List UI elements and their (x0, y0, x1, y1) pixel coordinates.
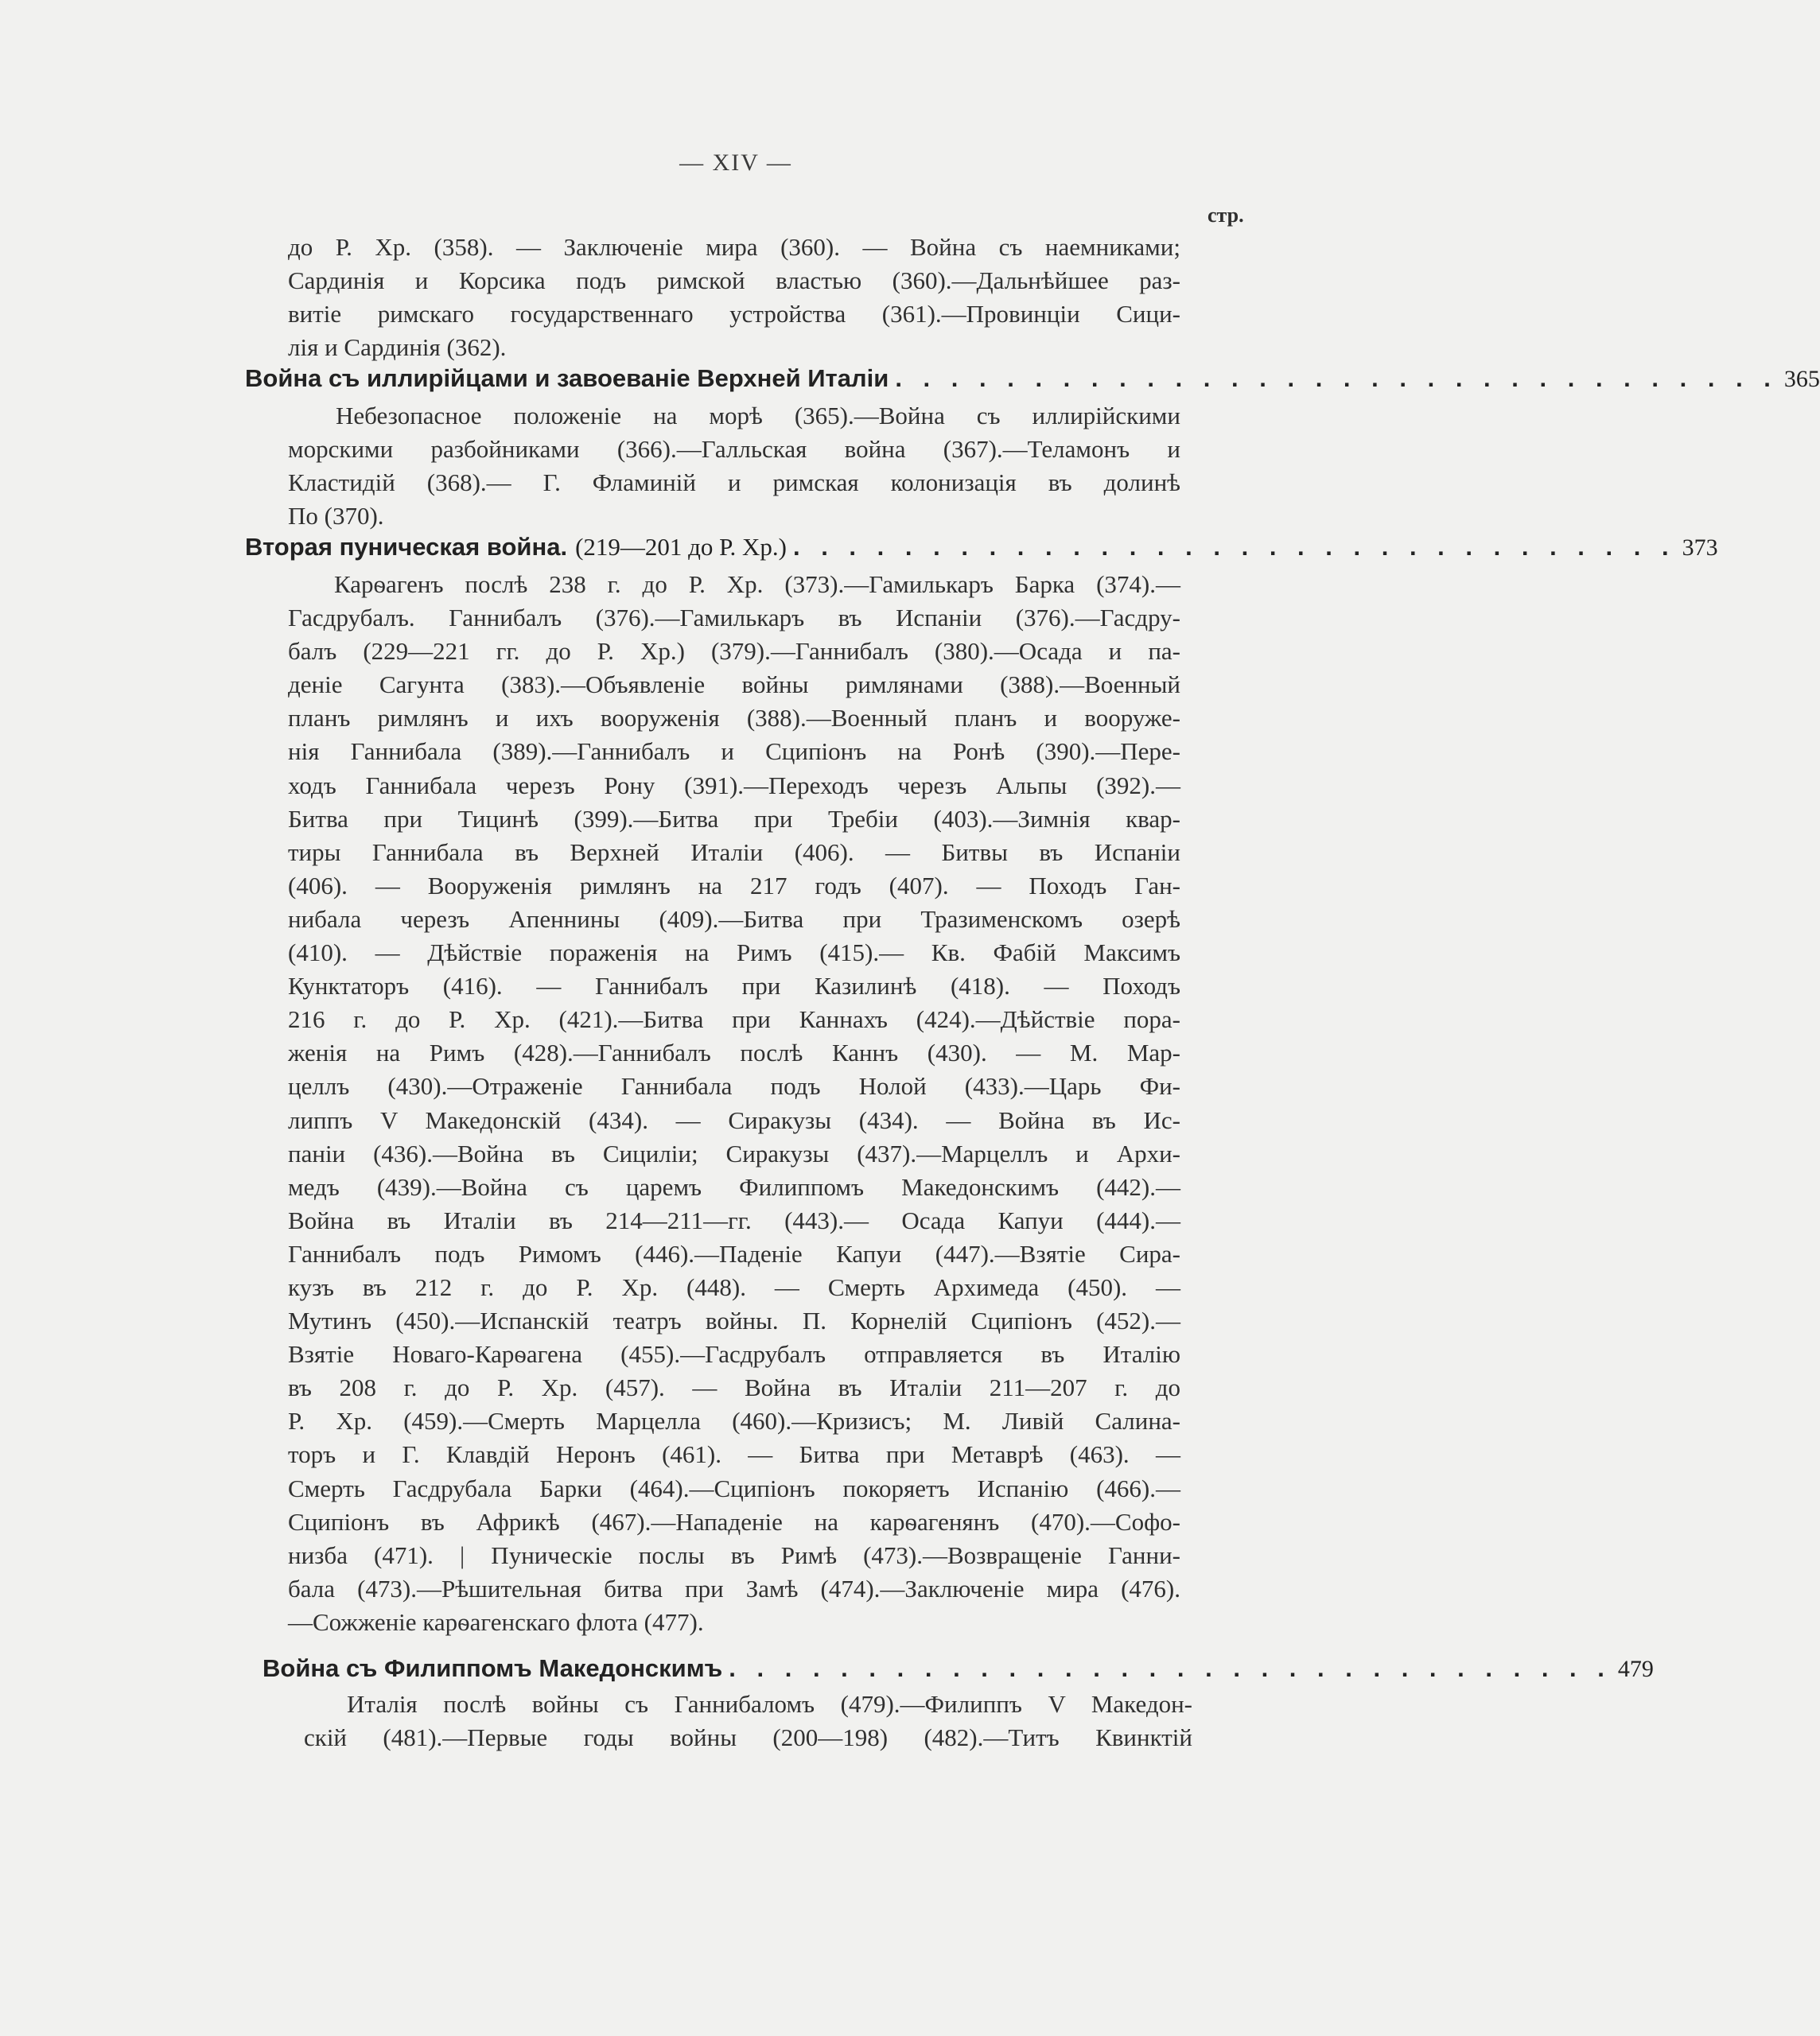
text-line: балъ (229—221 гг. до Р. Хр.) (379).—Ганнибалъ (380).—Осада и па- (288, 637, 1180, 666)
text-line: Сципіонъ въ Африкѣ (467).—Нападеніе на карѳагенянъ (470).—Софо- (288, 1507, 1180, 1536)
text-line: Смерть Гасдрубала Барки (464).—Сципіонъ покоряетъ Испанію (466).— (288, 1474, 1180, 1502)
text-line: Ганнибалъ подъ Римомъ (446).—Паденіе Капуи (447).—Взятіе Сира- (288, 1239, 1180, 1268)
leader-dots: . . . . . . . . . . . . . . . . . . . . . . . . . . . . . . . . (729, 1654, 1612, 1682)
toc-heading (245, 533, 1718, 561)
text-line: паніи (436).—Война въ Сициліи; Сиракузы (437).—Марцеллъ и Архи- (288, 1139, 1180, 1168)
text-line: Сардинія и Корсика подъ римской властью (360).—Дальнѣйшее раз- (288, 266, 1180, 295)
toc-page-number: 479 (1617, 1656, 1654, 1682)
text-line: въ 208 г. до Р. Хр. (457). — Война въ Италіи 211—207 г. до (288, 1374, 1180, 1402)
toc-paragraph (288, 231, 1180, 364)
text-line: Мутинъ (450).—Испанскій театръ войны. П. Корнелій Сципіонъ (452).— (288, 1307, 1180, 1335)
text-line: нибала черезъ Апеннины (409).—Битва при Тразименскомъ озерѣ (288, 904, 1180, 933)
text-line: морскими разбойниками (366).—Галльская война (367).—Теламонъ и (288, 435, 1180, 464)
text-line: (410). — Дѣйствіе пораженія на Римъ (415).— Кв. Фабій Максимъ (288, 938, 1180, 967)
text-line: ходъ Ганнибала черезъ Рону (391).—Переходъ черезъ Альпы (392).— (288, 771, 1180, 799)
page-column-label: стр. (1208, 204, 1244, 227)
text-line: Кунктаторъ (416). — Ганнибалъ при Казилинѣ (418). — Походъ (288, 972, 1180, 1001)
text-line: планъ римлянъ и ихъ вооруженія (388).—Военный планъ и вооруже- (288, 704, 1180, 732)
text-line: женія на Римъ (428).—Ганнибалъ послѣ Каннъ (430). — М. Мар- (288, 1039, 1180, 1067)
text-line: липпъ V Македонскій (434). — Сиракузы (434). — Война въ Ис- (288, 1105, 1180, 1134)
text-line: 216 г. до Р. Хр. (421).—Битва при Каннахъ (424).—Дѣйствіе пора- (288, 1005, 1180, 1034)
text-line: Карѳагенъ послѣ 238 г. до Р. Хр. (373).—Гамилькаръ Барка (374).— (334, 570, 1180, 598)
text-line: целлъ (430).—Отраженіе Ганнибала подъ Нолой (433).—Царь Фи- (288, 1072, 1180, 1101)
toc-paragraph (288, 399, 1180, 533)
toc-heading-subtitle: (219—201 до Р. Хр.) (575, 533, 787, 561)
leader-dots: . . . . . . . . . . . . . . . . . . . . . . . . . . . . . . . . (895, 364, 1778, 392)
toc-heading (262, 1654, 1654, 1683)
text-line: (406). — Вооруженія римлянъ на 217 годъ (407). — Походъ Ган- (288, 871, 1180, 899)
text-line: кузъ въ 212 г. до Р. Хр. (448). — Смерть Архимеда (450). — (288, 1272, 1180, 1301)
text-line: медъ (439).—Война съ царемъ Филиппомъ Македонскимъ (442).— (288, 1172, 1180, 1201)
text-line: деніе Сагунта (383).—Объявленіе войны римлянами (388).—Военный (288, 670, 1180, 699)
toc-heading-title: Война съ иллирійцами и завоеваніе Верхней Италіи (245, 364, 889, 392)
text-line: лія и Сардинія (362). (288, 333, 507, 362)
page-number: — XIV — (679, 150, 792, 176)
leader-dots: . . . . . . . . . . . . . . . . . . . . . . . . . . . . . . . . (792, 533, 1676, 561)
text-line: бала (473).—Рѣшительная битва при Замѣ (474).—Заключеніе мира (476). (288, 1574, 1180, 1603)
toc-heading (245, 364, 1820, 393)
text-line: Италія послѣ войны съ Ганнибаломъ (479).—Филиппъ V Македон- (347, 1690, 1192, 1718)
text-line: По (370). (288, 502, 384, 530)
text-line: нія Ганнибала (389).—Ганнибалъ и Сципіонъ на Ронѣ (390).—Пере- (288, 737, 1180, 766)
text-line: Война въ Италіи въ 214—211—гг. (443).— Осада Капуи (444).— (288, 1206, 1180, 1234)
text-line: Кластидій (368).— Г. Фламиній и римская колонизація въ долинѣ (288, 468, 1180, 497)
text-line: Гасдрубалъ. Ганнибалъ (376).—Гамилькаръ въ Испаніи (376).—Гасдру- (288, 604, 1180, 632)
text-line: торъ и Г. Клавдій Неронъ (461). — Битва при Метаврѣ (463). — (288, 1440, 1180, 1469)
text-line: Р. Хр. (459).—Смерть Марцелла (460).—Кризисъ; М. Ливій Салина- (288, 1407, 1180, 1436)
toc-paragraph (288, 568, 1180, 1639)
toc-paragraph (304, 1688, 1192, 1754)
toc-page-number: 373 (1682, 534, 1718, 561)
text-line: до Р. Хр. (358). — Заключеніе мира (360). — Война съ наемниками; (288, 233, 1180, 261)
toc-heading-title: Вторая пуническая война. (245, 533, 568, 561)
text-line: витіе римскаго государственнаго устройства (361).—Провинціи Сици- (288, 300, 1180, 328)
toc-page-number: 365 (1783, 366, 1820, 392)
text-line: Небезопасное положеніе на морѣ (365).—Война съ иллирійскими (336, 402, 1180, 429)
text-line: Взятіе Новаго-Карѳагена (455).—Гасдрубалъ отправляется въ Италію (288, 1340, 1180, 1369)
text-line: —Сожженіе карѳагенскаго флота (477). (288, 1607, 704, 1636)
text-line: тиры Ганнибала въ Верхней Италіи (406). — Битвы въ Испаніи (288, 837, 1180, 866)
text-line: Битва при Тицинѣ (399).—Битва при Требіи (403).—Зимнія квар- (288, 804, 1180, 833)
text-line: низба (471). | Пуническіе послы въ Римѣ (473).—Возвращеніе Ганни- (288, 1541, 1180, 1569)
text-line: скій (481).—Первые годы войны (200—198) (482).—Титъ Квинктій (304, 1723, 1192, 1752)
toc-heading-title: Война съ Филиппомъ Македонскимъ (262, 1654, 723, 1682)
